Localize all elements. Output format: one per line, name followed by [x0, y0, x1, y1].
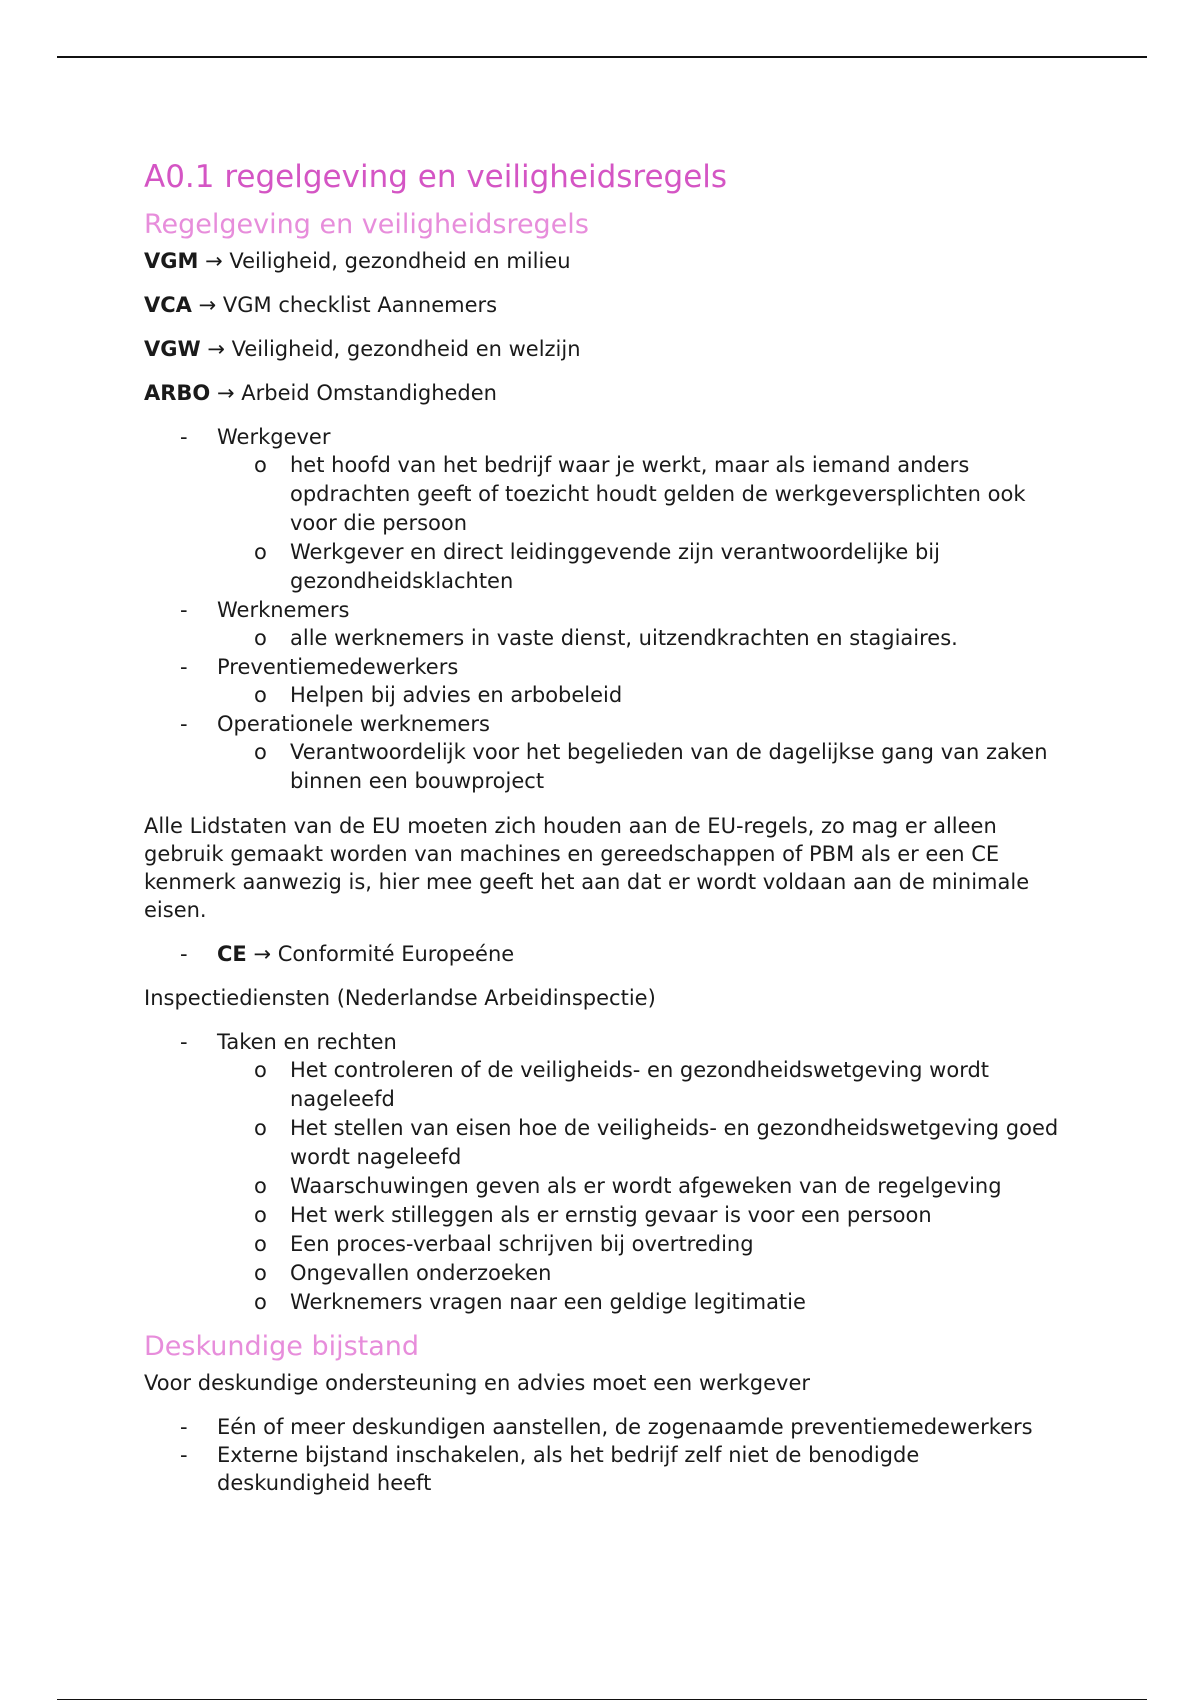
role-label: Werkgever: [217, 425, 331, 449]
definition-term: VGM: [144, 249, 199, 273]
role-subitem: o Helpen bij advies en arbobeleid: [144, 681, 1064, 710]
section-heading-deskundige: Deskundige bijstand: [144, 1331, 420, 1362]
inspection-item: o Het stellen van eisen hoe de veiligheids- en gezondheidswetgeving goed wordt nageleefd: [144, 1114, 1064, 1172]
definition-vgm: [144, 247, 1064, 275]
role-subitems: [144, 681, 1064, 710]
inspection-item: o Ongevallen onderzoeken: [144, 1259, 1064, 1288]
inspection-item: o Waarschuwingen geven als er wordt afgeweken van de regelgeving: [144, 1172, 1064, 1201]
role-item: [144, 596, 1064, 653]
role-subitem: o het hoofd van het bedrijf waar je werkt, maar als iemand anders opdrachten geeft of toezicht houdt gelden de werkgeversplichten ook voor die persoon: [144, 451, 1064, 538]
ce-list: [144, 940, 1064, 968]
roles-list: [144, 423, 1064, 796]
definition-term: ARBO: [144, 381, 211, 405]
section-heading-regelgeving: Regelgeving en veiligheidsregels: [144, 209, 589, 240]
definition-term: VCA: [144, 293, 192, 317]
role-item: [144, 653, 1064, 710]
definition-vca: [144, 291, 1064, 319]
role-label: Werknemers: [217, 598, 350, 622]
inspection-label: - Taken en rechten o Het controleren of de veiligheids- en gezondheidswetgeving wordt nageleefd o Het stellen van eisen hoe de veiligheids- en gezondheidswetgeving goed wordt nageleefd o Waarschuwingen geven als er wordt afgeweken van de regelgeving o Het werk stilleggen als er ernstig gevaar is voor een persoon o Een proces-verbaal schrijven bij overtreding o Ongevallen onderzoeken o Werknemers vragen naar een geldige legitimatie: [144, 1028, 1064, 1317]
definition-text: VGM checklist Aannemers: [222, 293, 498, 317]
inspection-list: [144, 1028, 1064, 1317]
ce-term: CE: [217, 942, 247, 966]
role-subitems: [144, 451, 1064, 596]
role-item: [144, 423, 1064, 596]
arrow-icon: →: [253, 942, 272, 966]
ce-text: Conformité Europeéne: [277, 942, 515, 966]
definition-vgw: [144, 335, 1064, 363]
definition-text: Arbeid Omstandigheden: [241, 381, 497, 405]
inspection-heading: Inspectiediensten (Nederlandse Arbeidinspectie): [144, 986, 656, 1010]
definition-text: Veiligheid, gezondheid en welzijn: [231, 337, 581, 361]
definition-list: [144, 247, 1064, 407]
deskundige-intro: Voor deskundige ondersteuning en advies moet een werkgever: [144, 1371, 811, 1395]
inspection-items: [144, 1056, 1064, 1317]
deskundige-item: - Eén of meer deskundigen aanstellen, de zogenaamde preventiemedewerkers: [144, 1413, 1064, 1441]
role-label: Operationele werknemers: [217, 712, 490, 736]
ce-item: [144, 940, 1064, 968]
role-subitem: o alle werknemers in vaste dienst, uitzendkrachten en stagiaires.: [144, 624, 1064, 653]
inspection-item: o Het werk stilleggen als er ernstig gevaar is voor een persoon: [144, 1201, 1064, 1230]
deskundige-list: [144, 1413, 1064, 1497]
definition-arbo: [144, 379, 1064, 407]
eu-paragraph: Alle Lidstaten van de EU moeten zich houden aan de EU-regels, zo mag er alleen gebruik gemaakt worden van machines en gereedschappen of PBM als er een CE kenmerk aanwezig is, hier mee geeft het aan dat er wordt voldaan aan de minimale eisen.: [144, 814, 1030, 922]
arrow-icon: →: [216, 381, 235, 405]
header-rule: [57, 56, 1147, 58]
role-label: Preventiemedewerkers: [217, 655, 459, 679]
definition-text: Veiligheid, gezondheid en milieu: [229, 249, 571, 273]
role-subitem: o Verantwoordelijk voor het begelieden van de dagelijkse gang van zaken binnen een bouwproject: [144, 738, 1064, 796]
deskundige-item: - Externe bijstand inschakelen, als het bedrijf zelf niet de benodigde deskundigheid heeft: [144, 1441, 1064, 1497]
document-body: [144, 157, 1064, 1497]
arrow-icon: →: [207, 337, 225, 361]
inspection-item: o Het controleren of de veiligheids- en gezondheidswetgeving wordt nageleefd: [144, 1056, 1064, 1114]
role-subitems: [144, 738, 1064, 796]
arrow-icon: →: [198, 293, 217, 317]
arrow-icon: →: [205, 249, 223, 273]
role-subitems: [144, 624, 1064, 653]
page-title: A0.1 regelgeving en veiligheidsregels: [144, 159, 728, 195]
inspection-item: o Werknemers vragen naar een geldige legitimatie: [144, 1288, 1064, 1317]
inspection-item: o Een proces-verbaal schrijven bij overtreding: [144, 1230, 1064, 1259]
role-subitem: o Werkgever en direct leidinggevende zijn verantwoordelijke bij gezondheidsklachten: [144, 538, 1064, 596]
definition-term: VGW: [144, 337, 201, 361]
role-item: [144, 710, 1064, 796]
